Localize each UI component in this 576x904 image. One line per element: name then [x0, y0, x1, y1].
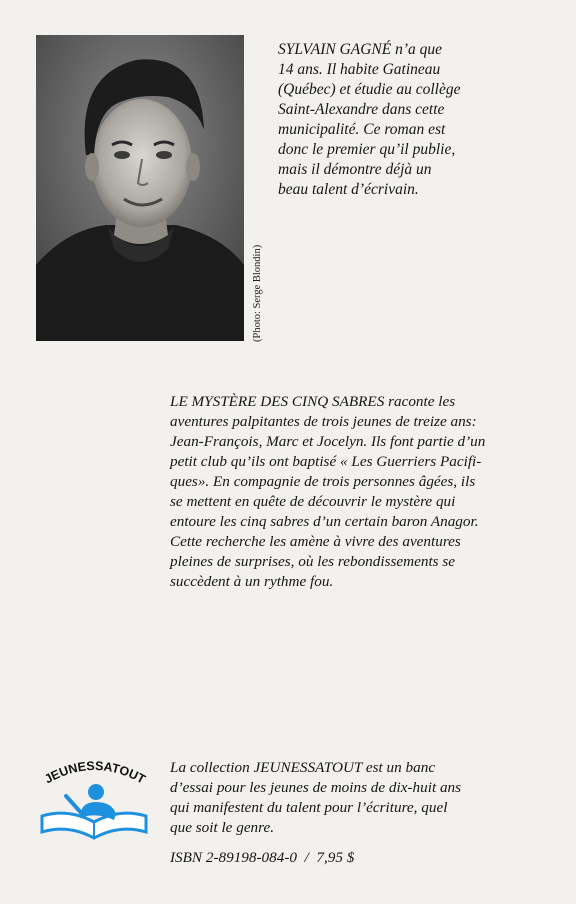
collection-line: qui manifestent du talent pour l’écriture, quel: [170, 799, 448, 816]
summary-line: petit club qu’ils ont baptisé « Les Guerriers Pacifi-: [170, 453, 482, 470]
bio-line: (Québec) et étudie au collège: [278, 81, 461, 98]
photo-credit: (Photo: Serge Blondin): [252, 244, 263, 342]
summary-line: entoure les cinq sabres d’un certain baron Anagor.: [170, 513, 479, 530]
author-portrait-image: [36, 35, 244, 341]
reader-book-icon: [36, 752, 152, 844]
bio-line: donc le premier qu’il publie,: [278, 141, 456, 158]
isbn-price: ISBN 2-89198-084-0 / 7,95 $: [170, 849, 355, 866]
bio-line: mais il démontre déjà un: [278, 161, 432, 178]
summary-line: LE MYSTÈRE DES CINQ SABRES raconte les: [170, 393, 456, 410]
summary-line: se mettent en quête de découvrir le mystère qui: [170, 493, 456, 510]
summary-line: succèdent à un rythme fou.: [170, 573, 334, 590]
summary-line: ques». En compagnie de trois personnes âgées, ils: [170, 473, 476, 490]
bio-line: 14 ans. Il habite Gatineau: [278, 61, 441, 78]
jeunessatout-logo: [36, 752, 152, 844]
book-summary: [170, 392, 485, 592]
svg-text:JEUNESSATOUT: [42, 759, 148, 787]
bio-line: municipalité. Ce roman est: [278, 121, 446, 138]
author-photo: [36, 35, 244, 341]
collection-line: d’essai pour les jeunes de moins de dix-huit ans: [170, 779, 462, 796]
summary-line: aventures palpitantes de trois jeunes de treize ans:: [170, 413, 477, 430]
bio-line: SYLVAIN GAGNÉ n’a que: [278, 41, 443, 58]
author-bio: [278, 40, 460, 200]
bio-line: Saint-Alexandre dans cette: [278, 101, 445, 118]
logo-text: JEUNESSATOUT: [42, 758, 148, 787]
collection-line: La collection JEUNESSATOUT est un banc: [170, 759, 436, 776]
bio-line: beau talent d’écrivain.: [278, 181, 419, 198]
summary-line: Cette recherche les amène à vivre des aventures: [170, 533, 461, 550]
summary-line: pleines de surprises, où les rebondissements se: [170, 553, 456, 570]
collection-description: [170, 758, 461, 838]
summary-line: Jean-François, Marc et Jocelyn. Ils font partie d’un: [170, 433, 486, 450]
collection-line: que soit le genre.: [170, 819, 275, 836]
